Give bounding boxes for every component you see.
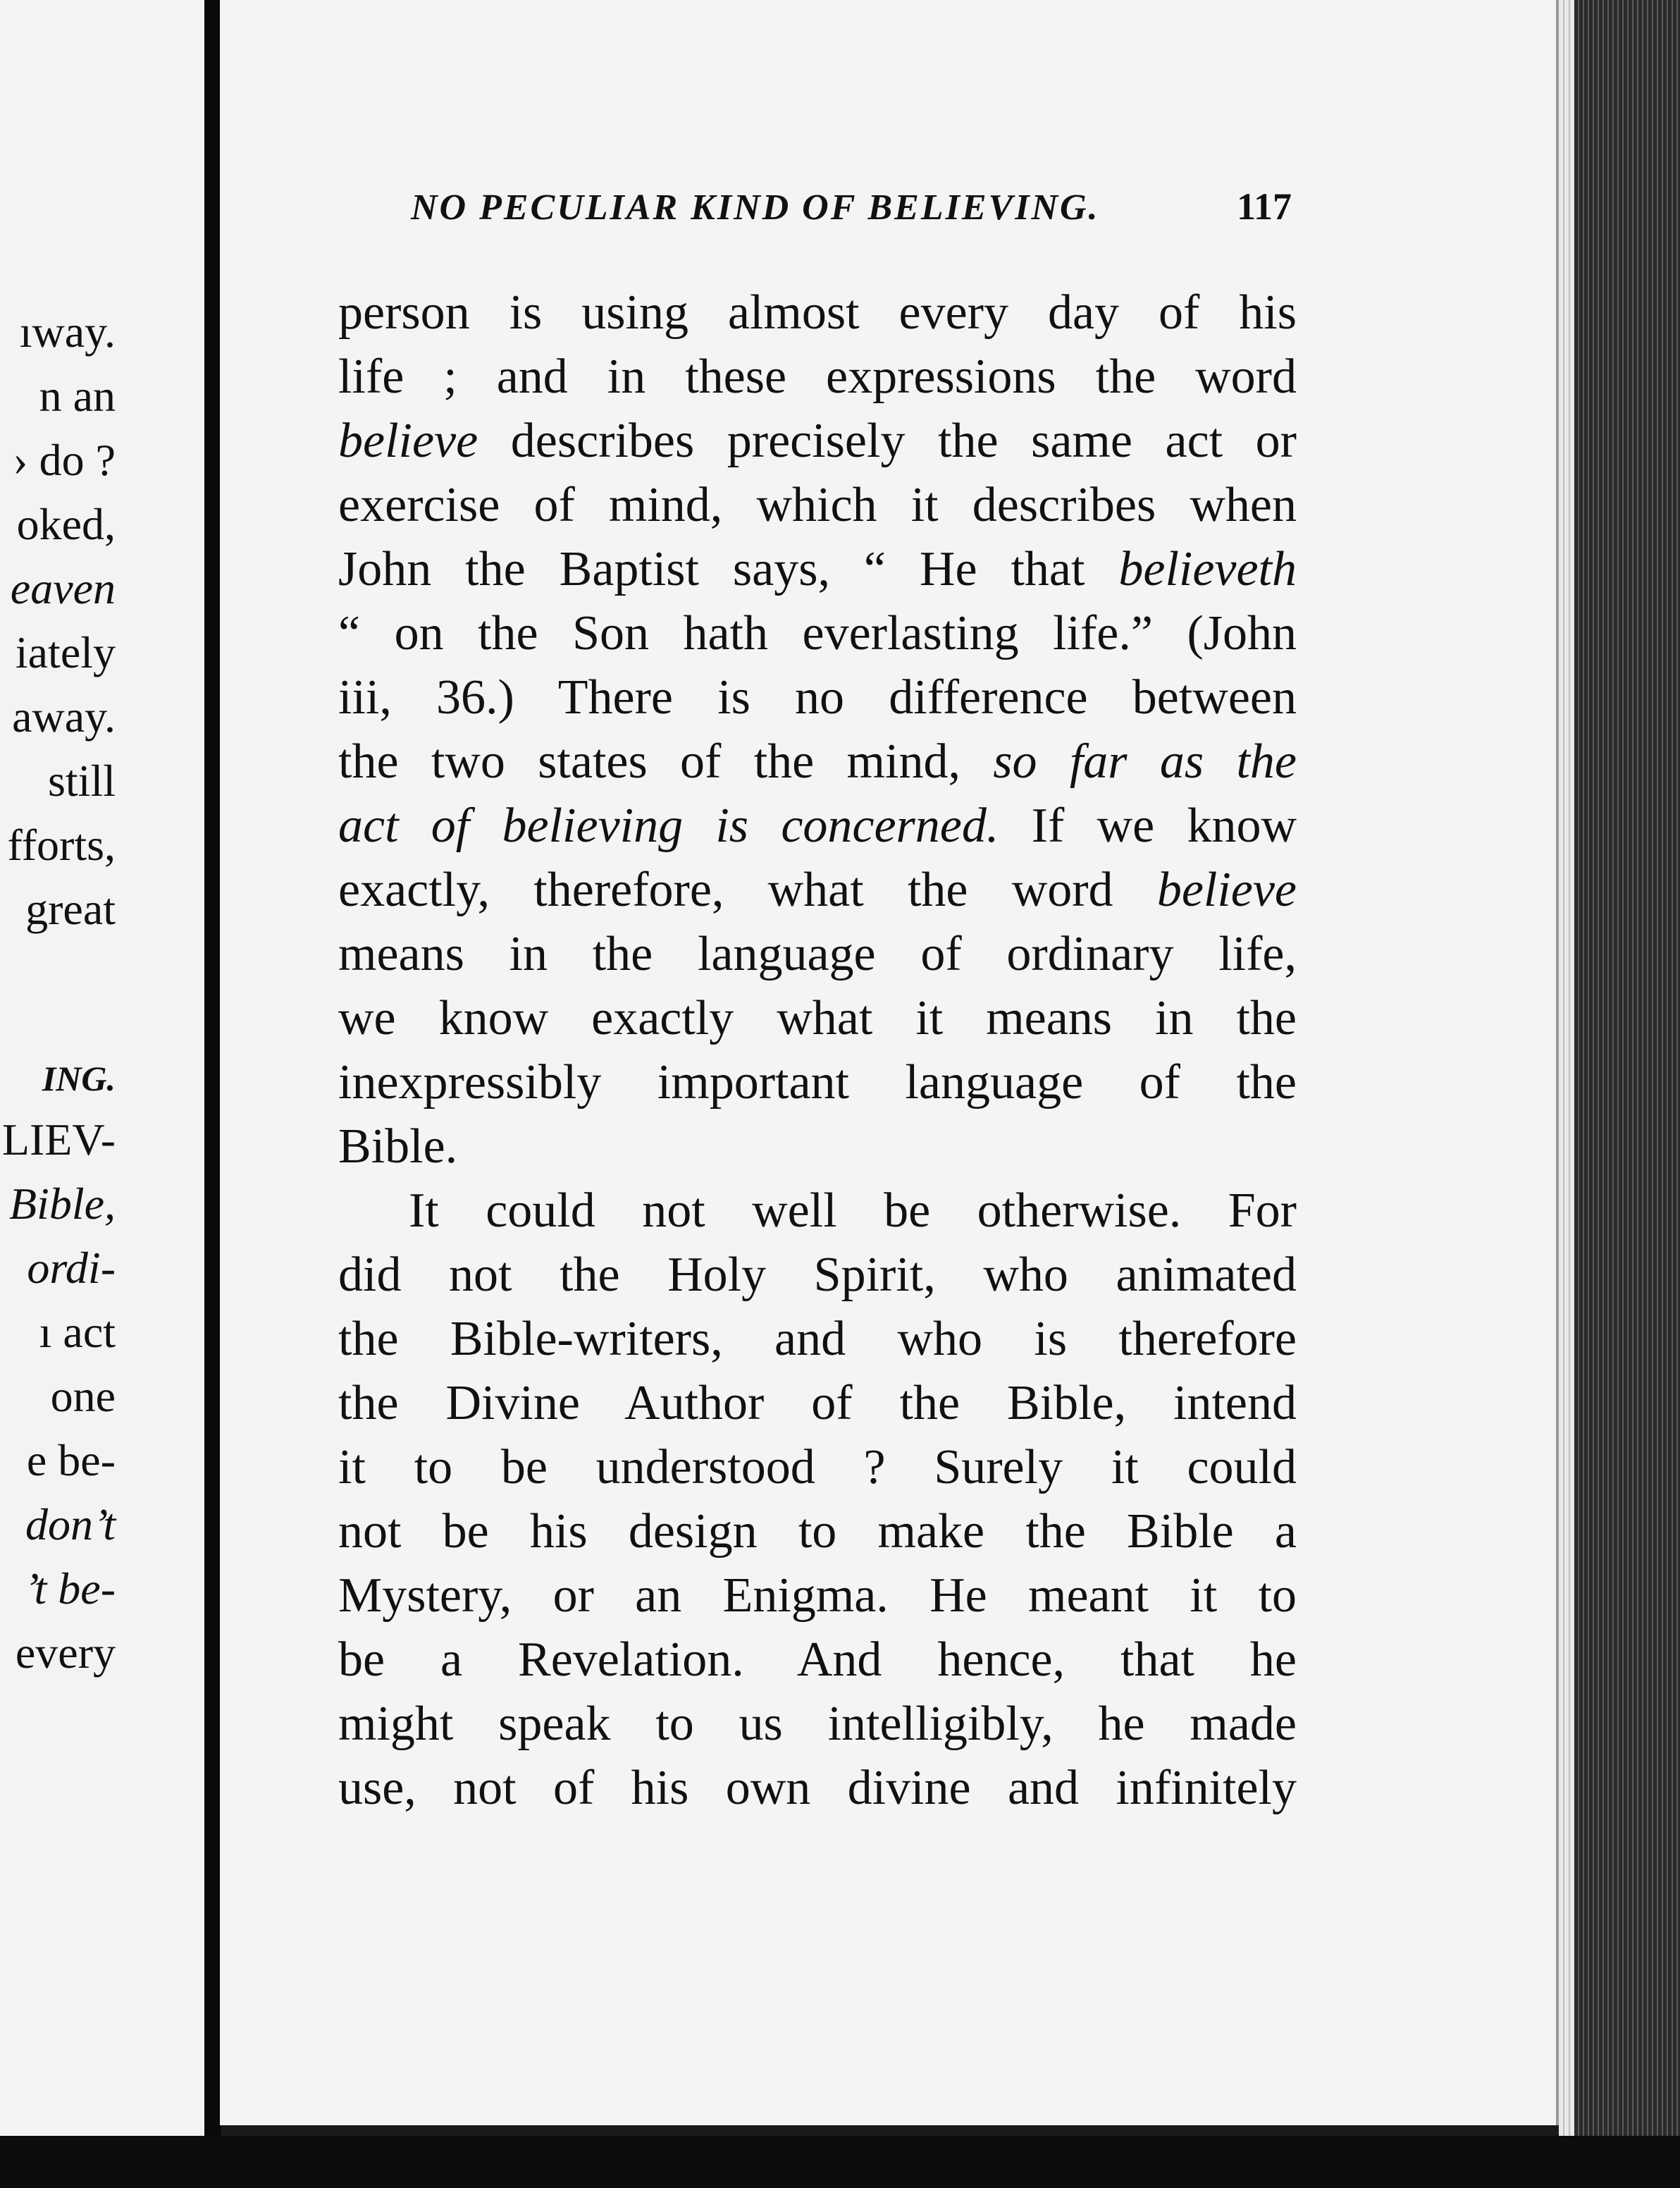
text-line: it to be understood ? Surely it could [338,1440,1297,1494]
text-line: “ on the Son hath everlasting life.” (John [338,606,1297,660]
text-line: exercise of mind, which it describes when [338,478,1297,532]
page-edges [1559,0,1680,2136]
text-line: iii, 36.) There is no difference between [338,670,1297,725]
text-line: be a Revelation. And hence, that he [338,1633,1297,1687]
body-text [338,281,1297,1820]
text-line [338,730,1297,794]
left-line: ordi- [27,1243,116,1293]
left-line: › do ? [13,435,116,485]
italic-word: believe [338,414,478,468]
paragraph-end-line: Bible. [338,1119,458,1174]
left-line: e be- [26,1435,116,1485]
running-head-title: NO PECULIAR KIND OF BELIEVING. [411,188,1100,228]
page-number: 117 [1236,185,1292,228]
text-run: the two states of the mind, [338,735,994,789]
paragraph-start-line: It could not well be otherwise. For [409,1184,1297,1238]
left-line: ’t be- [24,1563,116,1614]
left-line: one [50,1371,116,1421]
left-line: LIEV- [1,1114,116,1164]
left-line: Bible, [8,1179,116,1229]
left-line: oked, [16,499,116,549]
left-line: eaven [10,563,116,613]
text-run: describes precisely the same act or [478,414,1297,468]
italic-phrase: so far as the [993,735,1297,789]
running-head [411,185,1292,228]
text-line: did not the Holy Spirit, who animated [338,1248,1297,1302]
left-heading-fragment: ING. [42,1059,116,1098]
text-line [338,537,1297,601]
text-line: not be his design to make the Bible a [338,1504,1297,1559]
left-line: still [47,756,116,806]
book-gutter [204,0,221,2143]
text-line: we know exactly what it means in the [338,991,1297,1045]
text-line: means in the language of ordinary life, [338,927,1297,981]
left-line: don’t [25,1499,116,1549]
text-line [338,794,1297,858]
left-line: n an [39,371,116,421]
left-line: away. [12,692,116,742]
scan-background [0,2136,1680,2188]
left-page [0,0,211,2136]
left-line: fforts, [7,820,116,870]
text-line [338,858,1297,922]
italic-phrase: act of believing is concerned. [338,799,999,853]
text-run: exactly, therefore, what the word [338,863,1157,917]
book-edge-shadow [1574,0,1680,2136]
text-line [338,409,1297,473]
text-line: use, not of his own divine and infinitely [338,1761,1297,1815]
italic-word: believeth [1118,542,1297,596]
text-line: the Divine Author of the Bible, intend [338,1376,1297,1430]
text-line: the Bible-writers, and who is therefore [338,1312,1297,1366]
left-line: ı act [39,1307,116,1357]
text-line: life ; and in these expressions the word [338,350,1297,404]
text-line: Mystery, or an Enigma. He meant it to [338,1568,1297,1623]
left-line: ıway. [19,307,116,357]
text-line: inexpressibly important language of the [338,1055,1297,1110]
text-line: might speak to us intelligibly, he made [338,1697,1297,1751]
left-line: every [15,1628,116,1678]
text-line: person is using almost every day of his [338,285,1297,340]
text-run: John the Baptist says, “ He that [338,542,1119,596]
left-line: great [25,884,116,934]
italic-word: believe [1156,863,1297,917]
left-page-text [2,300,116,1685]
text-run: If we know [999,799,1297,853]
left-page-gap [2,941,116,1043]
left-line: iately [15,627,116,677]
